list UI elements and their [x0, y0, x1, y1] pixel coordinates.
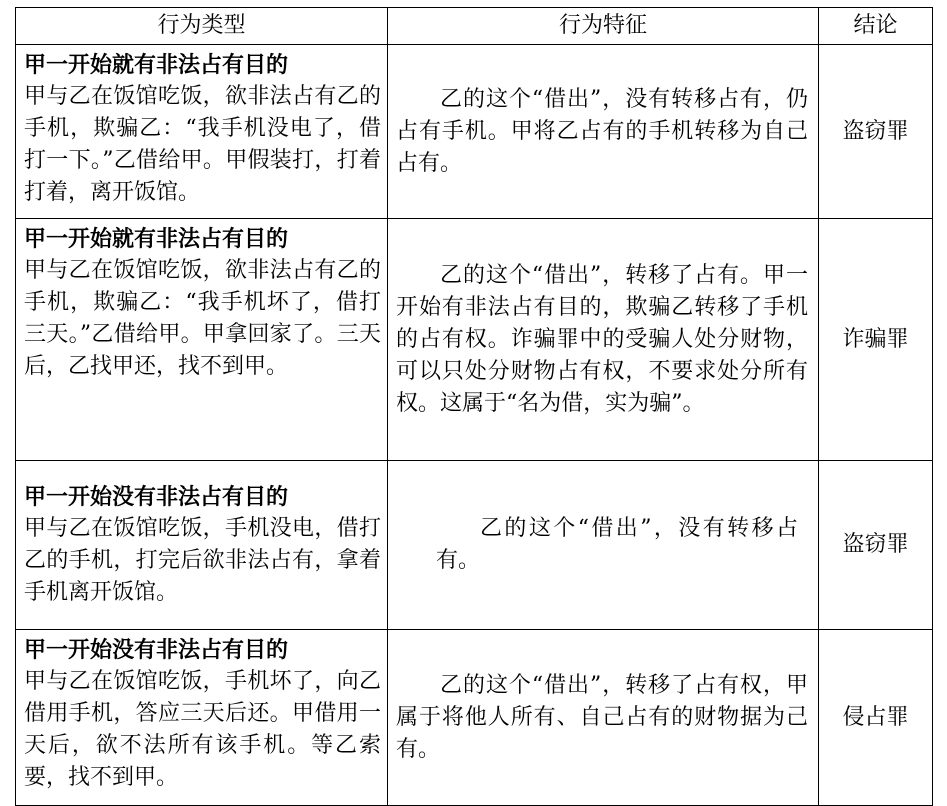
- header-verdict: 结论: [819, 8, 933, 45]
- type-cell: [16, 45, 388, 219]
- type-cell: [16, 630, 388, 806]
- feature-text: 乙的这个“借出”，没有转移占有。: [436, 516, 798, 573]
- feature-cell: [388, 461, 819, 630]
- feature-cell: [388, 45, 819, 219]
- feature-cell: [388, 630, 819, 806]
- comparison-table: [15, 7, 933, 806]
- type-description: 甲与乙在饭馆吃饭，欲非法占有乙的手机，欺骗乙：“我手机坏了，借打三天。”乙借给甲。甲拿回家了。三天后，乙找甲还，找不到甲。: [24, 258, 381, 379]
- table-row: [16, 45, 933, 219]
- type-title: 甲一开始没有非法占有目的: [24, 637, 289, 663]
- table-row: [16, 219, 933, 461]
- type-cell: [16, 461, 388, 630]
- feature-text: 乙的这个“借出”，没有转移占有，仍占有手机。甲将乙占有的手机转移为自己占有。: [396, 86, 808, 176]
- verdict-cell: 诈骗罪: [819, 219, 933, 461]
- verdict-cell: 盗窃罪: [819, 45, 933, 219]
- type-description: 甲与乙在饭馆吃饭，欲非法占有乙的手机，欺骗乙：“我手机没电了，借打一下。”乙借给甲。甲假装打，打着打着，离开饭馆。: [24, 84, 381, 205]
- verdict-cell: 侵占罪: [819, 630, 933, 806]
- type-title: 甲一开始就有非法占有目的: [24, 52, 289, 78]
- table-row: [16, 461, 933, 630]
- feature-cell: [388, 219, 819, 461]
- feature-text: 乙的这个“借出”，转移了占有权，甲属于将他人所有、自己占有的财物据为己有。: [396, 672, 808, 762]
- type-title: 甲一开始就有非法占有目的: [24, 226, 289, 252]
- header-type: 行为类型: [16, 8, 388, 45]
- type-description: 甲与乙在饭馆吃饭，手机没电，借打乙的手机，打完后欲非法占有，拿着手机离开饭馆。: [24, 516, 381, 605]
- header-feature: 行为特征: [388, 8, 819, 45]
- feature-text: 乙的这个“借出”，转移了占有。甲一开始有非法占有目的，欺骗乙转移了手机的占有权。诈骗罪中的受骗人处分财物，可以只处分财物占有权，不要求处分所有权。这属于“名为借，实为骗”。: [396, 262, 808, 416]
- type-cell: [16, 219, 388, 461]
- table-header-row: [16, 8, 933, 45]
- table-row: [16, 630, 933, 806]
- verdict-cell: 盗窃罪: [819, 461, 933, 630]
- type-description: 甲与乙在饭馆吃饭，手机坏了，向乙借用手机，答应三天后还。甲借用一天后，欲不法所有该手机。等乙索要，找不到甲。: [24, 669, 381, 790]
- type-title: 甲一开始没有非法占有目的: [24, 484, 289, 510]
